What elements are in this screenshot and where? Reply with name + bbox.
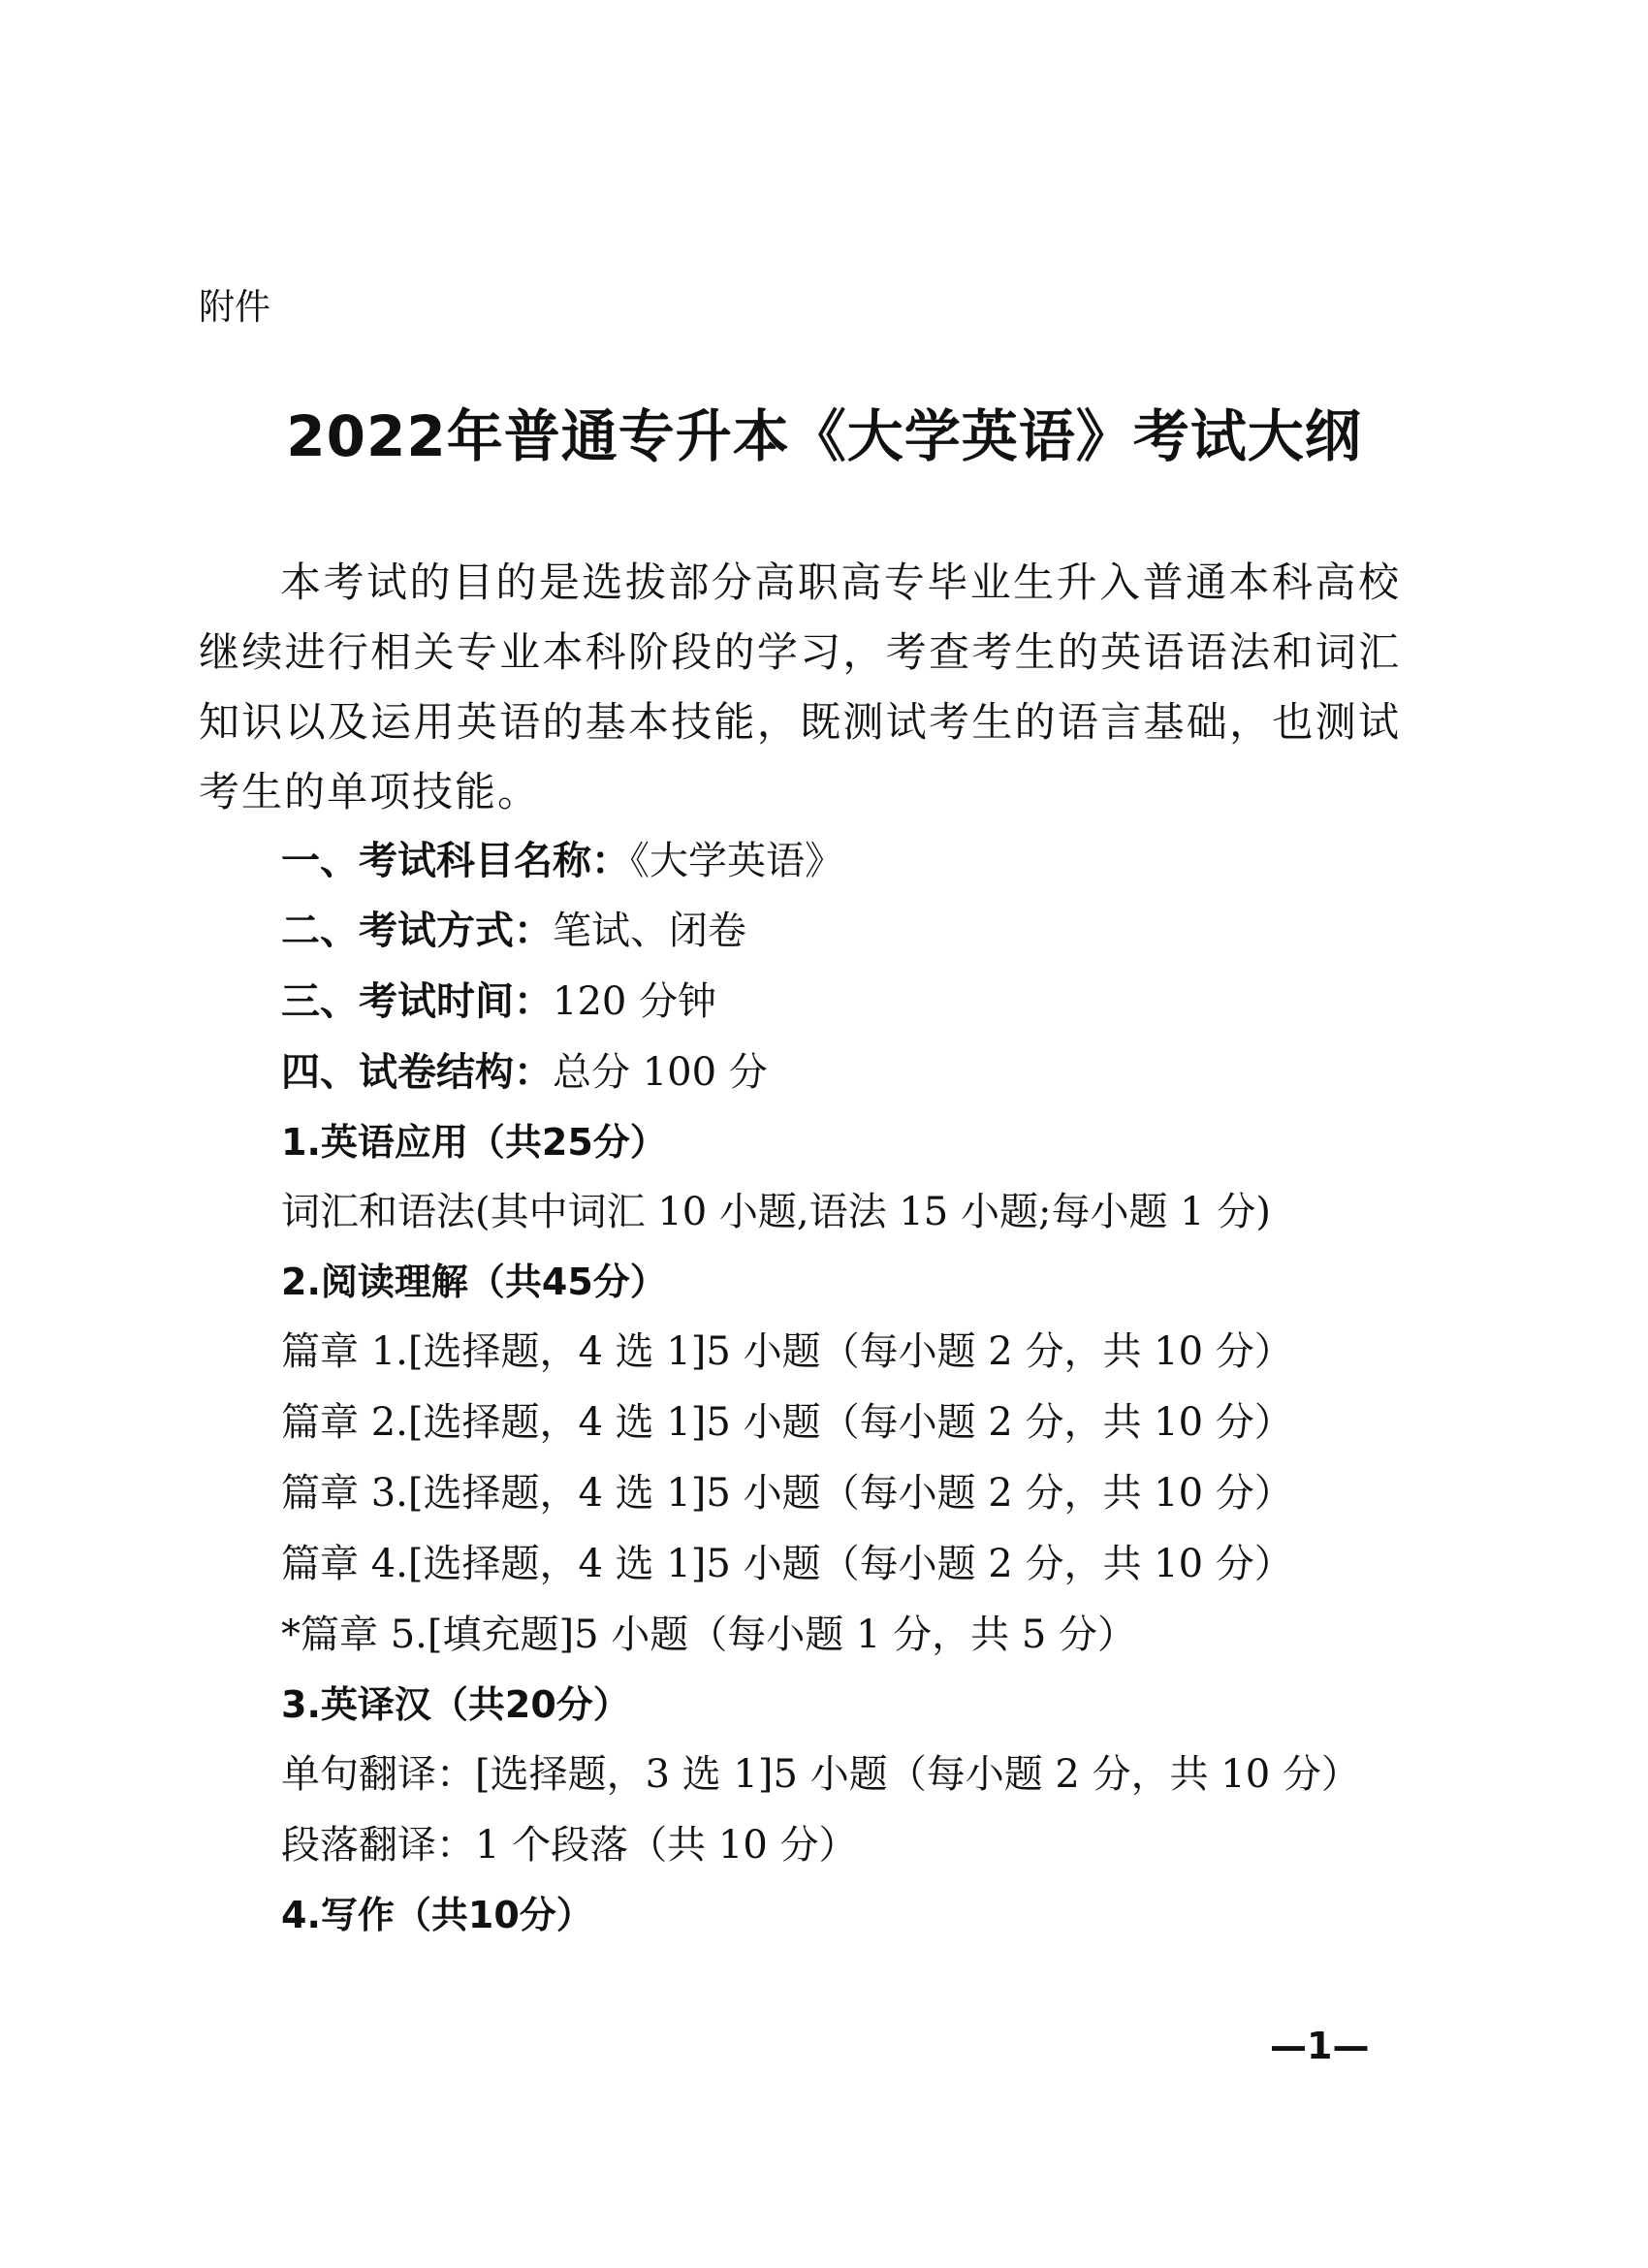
paper-structure-label: 四、试卷结构： [281, 1050, 553, 1095]
exam-subject-label: 一、考试科目名称： [281, 839, 630, 883]
section-line: 单句翻译：[选择题，3 选 1]5 小题（每小题 2 分，共 10 分） [281, 1752, 1360, 1797]
section-heading-reading: 2.阅读理解（共45分） [281, 1261, 667, 1303]
section-line: *篇章 5.[填充题]5 小题（每小题 1 分，共 5 分） [281, 1613, 1137, 1657]
section-heading-english-usage: 1.英语应用（共25分） [281, 1121, 667, 1164]
exam-time-value: 120 分钟 [553, 979, 717, 1024]
page-number: —1— [1270, 2025, 1370, 2067]
section-heading-translation: 3.英译汉（共20分） [281, 1683, 630, 1726]
exam-method-value: 笔试、闭卷 [553, 909, 746, 953]
paper-structure-value: 总分 100 分 [553, 1050, 768, 1095]
intro-paragraph: 本考试的目的是选拔部分高职高专毕业生升入普通本科高校继续进行相关专业本科阶段的学习，考查考生的英语语法和词汇知识以及运用英语的基本技能，既测试考生的语言基础，也测试考生的单项技能。 [199, 559, 1401, 815]
page-title: 2022年普通专升本《大学英语》考试大纲 [286, 403, 1362, 469]
section-line: 篇章 2.[选择题，4 选 1]5 小题（每小题 2 分，共 10 分） [281, 1400, 1293, 1445]
section-line: 篇章 4.[选择题，4 选 1]5 小题（每小题 2 分，共 10 分） [281, 1542, 1293, 1586]
section-line: 篇章 1.[选择题，4 选 1]5 小题（每小题 2 分，共 10 分） [281, 1329, 1293, 1374]
exam-method-label: 二、考试方式： [281, 909, 553, 953]
section-line: 篇章 3.[选择题，4 选 1]5 小题（每小题 2 分，共 10 分） [281, 1471, 1293, 1516]
paper-structure-line [281, 1043, 768, 1102]
attachment-label: 附件 [199, 286, 270, 328]
exam-time-line [281, 973, 716, 1031]
exam-subject-value: 《大学英语》 [630, 839, 843, 883]
section-line: 段落翻译：1 个段落（共 10 分） [281, 1823, 858, 1868]
exam-time-label: 三、考试时间： [281, 979, 553, 1024]
section-heading-writing: 4.写作（共10分） [281, 1894, 593, 1936]
exam-method-line [281, 902, 746, 960]
exam-subject-line [281, 832, 843, 890]
section-line: 词汇和语法(其中词汇 10 小题,语法 15 小题;每小题 1 分) [281, 1190, 1271, 1234]
